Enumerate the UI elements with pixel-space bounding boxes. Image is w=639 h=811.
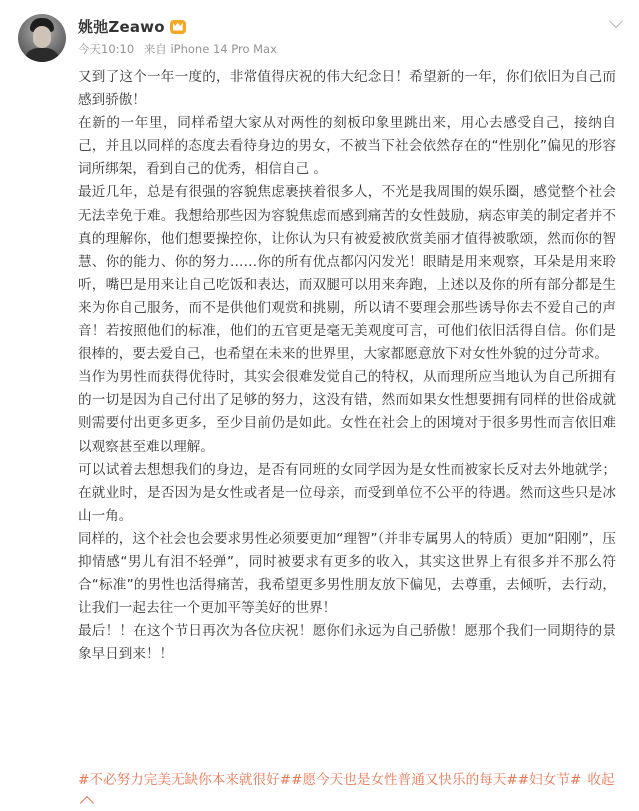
post-header <box>18 14 625 62</box>
post-source: 来自 iPhone 14 Pro Max <box>143 42 277 56</box>
post-content <box>78 66 616 666</box>
vip-badge-icon[interactable] <box>170 20 186 34</box>
avatar-face <box>33 26 51 48</box>
hashtag-link[interactable]: #妇女节# <box>517 772 582 788</box>
post-paragraph: 最近几年，总是有很强的容貌焦虑裹挟着很多人，不光是我周围的娱乐圈，感觉整个社会无法幸免于难。我想给那些因为容貌焦虑而感到痛苦的女性鼓励，病态审美的制定者并不真的理解你，他们想要操控你，让你认为只有被爱被欣赏美丽才值得被歌颂，然而你的智慧、你的能力、你的努力……你的所有优点都闪闪发光！眼睛是用来观察，耳朵是用来聆听，嘴巴是用来让自己吃饭和表达，而双腿可以用来奔跑，上述以及你的所有部分都是生来为你自己服务，而不是供他们观赏和挑剔，所以请不要理会那些诱导你去不爱自己的声音！若按照他们的标准，他们的五官更是毫无美观度可言，可他们依旧活得自信。你们是很棒的，要去爱自己，也希望在未来的世界里，大家都愿意放下对女性外貌的过分苛求。 <box>78 184 616 363</box>
chevron-down-icon[interactable] <box>609 14 623 28</box>
hashtag-link[interactable]: #不必努力完美无缺你本来就很好# <box>78 772 292 788</box>
hashtag-row <box>78 769 628 791</box>
post-paragraph: 又到了这个一年一度的，非常值得庆祝的伟大纪念日！希望新的一年，你们依旧为自己而感到骄傲！ <box>78 69 616 109</box>
chevron-up-icon[interactable] <box>80 796 94 810</box>
name-row <box>78 16 186 37</box>
post-time[interactable]: 今天10:10 <box>78 42 135 56</box>
post-paragraph: 可以试着去想想我们的身边，是否有同班的女同学因为是女性而被家长反对去外地就学；在就业时，是否因为是女性或者是一位母亲，而受到单位不公平的待遇。然而这些只是冰山一角。 <box>78 461 616 524</box>
avatar[interactable] <box>18 14 66 62</box>
post-paragraph: 在新的一年里，同样希望大家从对两性的刻板印象里跳出来，用心去感受自己，接纳自己，并且以同样的态度去看待身边的男女，不被当下社会依然存在的“性别化”偏见的形容词所绑架，看到自己的优秀，相信自己 。 <box>78 115 616 178</box>
hashtag-link[interactable]: #愿今天也是女性普通又快乐的每天# <box>291 772 518 788</box>
post-paragraph: 当作为男性而获得优待时，其实会很难发觉自己的特权，从而理所应当地认为自己所拥有的一切是因为自己付出了足够的努力，这没有错，然而如果女性想要拥有同样的世俗成就则需要付出更多更多，至少目前仍是如此。女性在社会上的困境对于很多男性而言依旧难以观察甚至难以理解。 <box>78 369 616 455</box>
post-paragraph: 最后！！在这个节日再次为各位庆祝！愿你们永远为自己骄傲！愿那个我们一同期待的景象早日到来！！ <box>78 623 616 663</box>
avatar-body <box>24 48 60 62</box>
post-paragraph: 同样的，这个社会也会要求男性必须要更加“理智”（并非专属男人的特质）更加“阳刚”，压抑情感“男儿有泪不轻弹”，同时被要求有更多的收入，其实这世界上有很多并不那么符合“标准”的男性也活得痛苦，我希望更多男性朋友放下偏见，去尊重，去倾听，去行动，让我们一起去往一个更加平等美好的世界！ <box>78 530 616 617</box>
collapse-link[interactable]: 收起 <box>587 772 615 788</box>
username-link[interactable]: 姚弛Zeawo <box>78 18 165 36</box>
post-meta <box>78 41 283 57</box>
